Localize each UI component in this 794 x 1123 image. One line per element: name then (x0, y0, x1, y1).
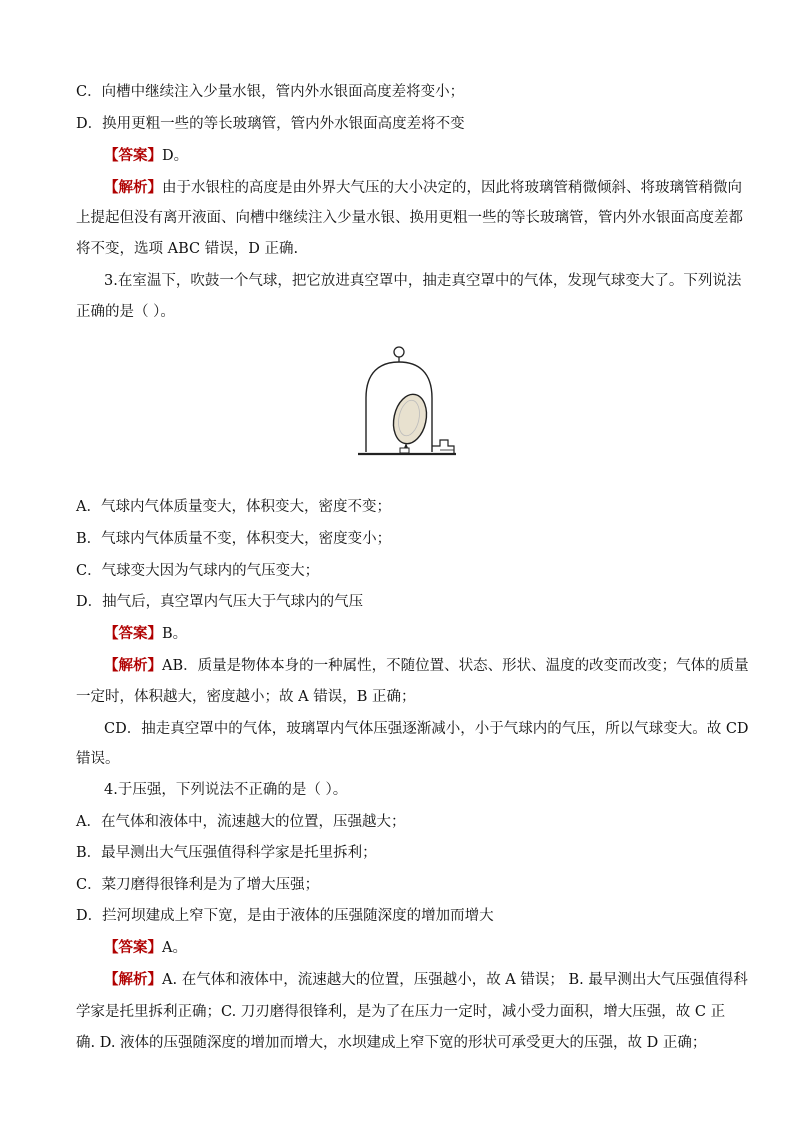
answer-tag: 【答案】 (104, 147, 162, 164)
q3-analysis-line: CD．抽走真空罩中的气体，玻璃罩内气体压强逐渐减小，小于气球内的气压，所以气球变大。故 CD (104, 721, 749, 737)
answer-text: B。 (162, 626, 188, 642)
q4-option-c: C．菜刀磨得很锋利是为了增大压强； (76, 877, 320, 893)
q4-analysis-line (104, 970, 754, 990)
analysis-text: AB．质量是物体本身的一种属性，不随位置、状态、形状、温度的改变而改变；气体的质量 (162, 658, 749, 674)
analysis-text: A. 在气体和液体中，流速越大的位置，压强越小，故 A 错误； B. 最早测出大气压强值得科 (162, 972, 748, 988)
q4-option-a: A．在气体和液体中，流速越大的位置，压强越大； (76, 814, 406, 830)
q4-analysis-line: 学家是托里拆利正确；C. 刀刃磨得很锋利，是为了在压力一定时，减小受力面积，增大压强，故 C 正 (76, 1004, 726, 1020)
q3-option-a: A．气球内气体质量变大，体积变大，密度不变； (76, 499, 391, 515)
vacuum-bell-jar-figure (354, 342, 458, 466)
q3-option-b: B．气球内气体质量不变，体积变大，密度变小； (76, 531, 392, 547)
q2-analysis-line: 上提起但没有离开液面、向槽中继续注入少量水银、换用更粗一些的等长玻璃管，管内外水银面高度差都 (76, 210, 743, 226)
answer-tag: 【答案】 (104, 939, 162, 956)
q3-stem: 正确的是（ ）。 (76, 304, 175, 320)
answer-tag: 【答案】 (104, 625, 162, 642)
analysis-tag: 【解析】 (104, 971, 162, 988)
q2-analysis-line (104, 178, 754, 198)
q3-option-c: C．气球变大因为气球内的气压变大； (76, 563, 320, 579)
q2-analysis-line: 将不变，选项 ABC 错误，D 正确. (76, 241, 299, 257)
analysis-tag: 【解析】 (104, 657, 162, 674)
q2-answer (104, 146, 754, 166)
analysis-tag: 【解析】 (104, 179, 162, 196)
q2-option-d: D．换用更粗一些的等长玻璃管，管内外水银面高度差将不变 (76, 116, 465, 132)
q3-option-d: D．抽气后，真空罩内气压大于气球内的气压 (76, 594, 364, 610)
q3-stem: 3.在室温下，吹鼓一个气球，把它放进真空罩中，抽走真空罩中的气体，发现气球变大了。下列说法 (104, 273, 742, 289)
q3-analysis-line (104, 656, 754, 676)
q4-answer (104, 938, 754, 958)
q2-option-c: C．向槽中继续注入少量水银，管内外水银面高度差将变小； (76, 84, 465, 100)
q4-option-d: D．拦河坝建成上窄下宽，是由于液体的压强随深度的增加而增大 (76, 908, 494, 924)
q4-option-b: B．最早测出大气压强值得科学家是托里拆利； (76, 845, 377, 861)
q4-stem: 4.于压强，下列说法不正确的是（ ）。 (104, 782, 348, 798)
q3-analysis-line: 一定时，体积越大，密度越小；故 A 错误，B 正确； (76, 689, 416, 705)
analysis-text: 由于水银柱的高度是由外界大气压的大小决定的，因此将玻璃管稍微倾斜、将玻璃管稍微向 (162, 180, 742, 196)
q3-analysis-line: 错误。 (76, 751, 120, 767)
answer-text: A。 (162, 940, 187, 956)
q4-analysis-line: 确. D. 液体的压强随深度的增加而增大，水坝建成上窄下宽的形状可承受更大的压强，故 D 正确； (76, 1035, 707, 1051)
q3-answer (104, 624, 754, 644)
answer-text: D。 (162, 148, 189, 164)
